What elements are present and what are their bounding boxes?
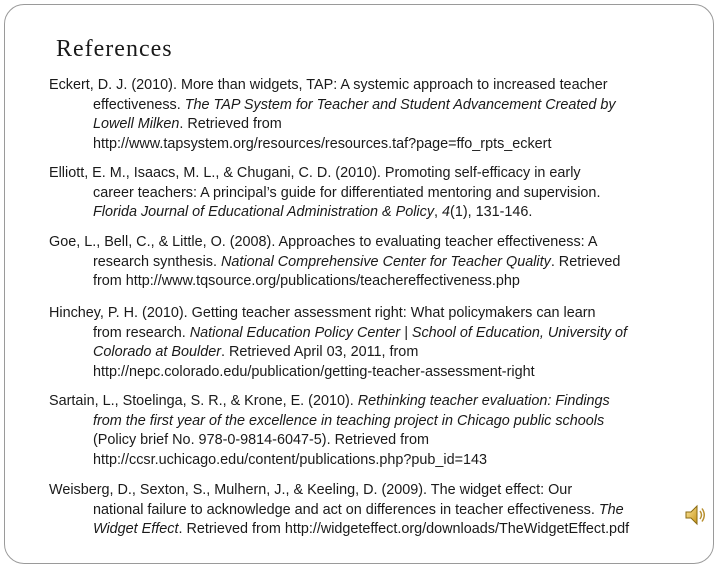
reference-text: http://nepc.colorado.edu/publication/getting-teacher-assessment-right <box>93 363 535 380</box>
reference-italic-text: National Comprehensive Center for Teacher Quality <box>220 253 551 270</box>
reference-italic-text: Florida Journal of Educational Administration & Policy <box>93 204 435 221</box>
reference-line <box>49 233 620 253</box>
reference-line <box>71 451 610 471</box>
reference-entry <box>49 481 629 540</box>
reference-text: , <box>434 204 443 221</box>
reference-italic-text: Rethinking teacher evaluation: Findings <box>357 393 610 409</box>
reference-text: Weisberg, D., Sexton, S., Mulhern, J., & Keeling, D. (2009). The widget effect: Our <box>49 482 573 498</box>
reference-entry <box>49 164 600 223</box>
reference-italic-text: Lowell Milken <box>93 116 180 133</box>
reference-text: career teachers: A principal’s guide for differentiated mentoring and supervision. <box>93 184 601 201</box>
reference-entry <box>49 76 616 154</box>
reference-italic-text: The TAP System for Teacher and Student Advancement Created by <box>184 96 616 113</box>
reference-text: research synthesis. <box>93 253 221 270</box>
reference-text: . Retrieved <box>550 253 621 270</box>
reference-line <box>71 501 629 521</box>
reference-line <box>71 412 610 432</box>
reference-line <box>49 481 629 501</box>
reference-text: national failure to acknowledge and act on differences in teacher effectiveness. <box>93 501 599 518</box>
reference-text: effectiveness. <box>93 96 185 113</box>
page-title: References <box>56 36 173 62</box>
reference-text: http://www.tapsystem.org/resources/resources.taf?page=ffo_rpts_eckert <box>93 135 552 152</box>
reference-italic-text: Colorado at Boulder <box>93 344 221 361</box>
reference-entry <box>49 304 627 382</box>
reference-italic-text: The <box>598 501 624 518</box>
reference-line <box>71 115 616 135</box>
reference-text: . Retrieved April 03, 2011, from <box>221 344 419 361</box>
reference-line <box>71 431 610 451</box>
reference-text: . Retrieved from <box>179 116 282 133</box>
reference-text: (1), 131-146. <box>450 204 533 221</box>
reference-line <box>49 164 600 184</box>
reference-line <box>71 253 620 273</box>
reference-line <box>71 324 627 344</box>
reference-text: (Policy brief No. 978-0-9814-6047-5). Retrieved from <box>93 432 429 449</box>
reference-text: from http://www.tqsource.org/publications/teachereffectiveness.php <box>93 273 520 290</box>
reference-line <box>49 392 610 412</box>
reference-italic-text: 4 <box>442 204 451 221</box>
reference-text: Goe, L., Bell, C., & Little, O. (2008). Approaches to evaluating teacher effectiveness: A <box>49 234 598 250</box>
reference-line <box>49 304 627 324</box>
reference-text: Sartain, L., Stoelinga, S. R., & Krone, E. (2010). <box>49 393 358 409</box>
reference-line <box>71 203 600 223</box>
reference-italic-text: from the first year of the excellence in teaching project in Chicago public schools <box>93 412 605 429</box>
reference-text: Elliott, E. M., Isaacs, M. L., & Chugani, C. D. (2010). Promoting self-efficacy in early <box>49 165 581 181</box>
reference-italic-text: National Education Policy Center | School of Education, University of <box>189 324 628 341</box>
reference-italic-text: Widget Effect <box>93 521 179 538</box>
reference-line <box>71 363 627 383</box>
reference-line <box>71 272 620 292</box>
reference-line <box>71 184 600 204</box>
reference-entry <box>49 392 610 470</box>
reference-text: Eckert, D. J. (2010). More than widgets, TAP: A systemic approach to increased teacher <box>49 77 608 93</box>
reference-text: Hinchey, P. H. (2010). Getting teacher assessment right: What policymakers can learn <box>49 305 596 321</box>
reference-line <box>71 343 627 363</box>
reference-line <box>71 96 616 116</box>
reference-text: . Retrieved from http://widgeteffect.org/downloads/TheWidgetEffect.pdf <box>178 521 630 538</box>
reference-line <box>71 135 616 155</box>
reference-entry <box>49 233 620 292</box>
reference-line <box>49 76 616 96</box>
reference-text: http://ccsr.uchicago.edu/content/publications.php?pub_id=143 <box>93 451 488 468</box>
speaker-icon[interactable] <box>683 503 707 527</box>
reference-line <box>71 520 629 540</box>
reference-text: from research. <box>93 324 190 341</box>
